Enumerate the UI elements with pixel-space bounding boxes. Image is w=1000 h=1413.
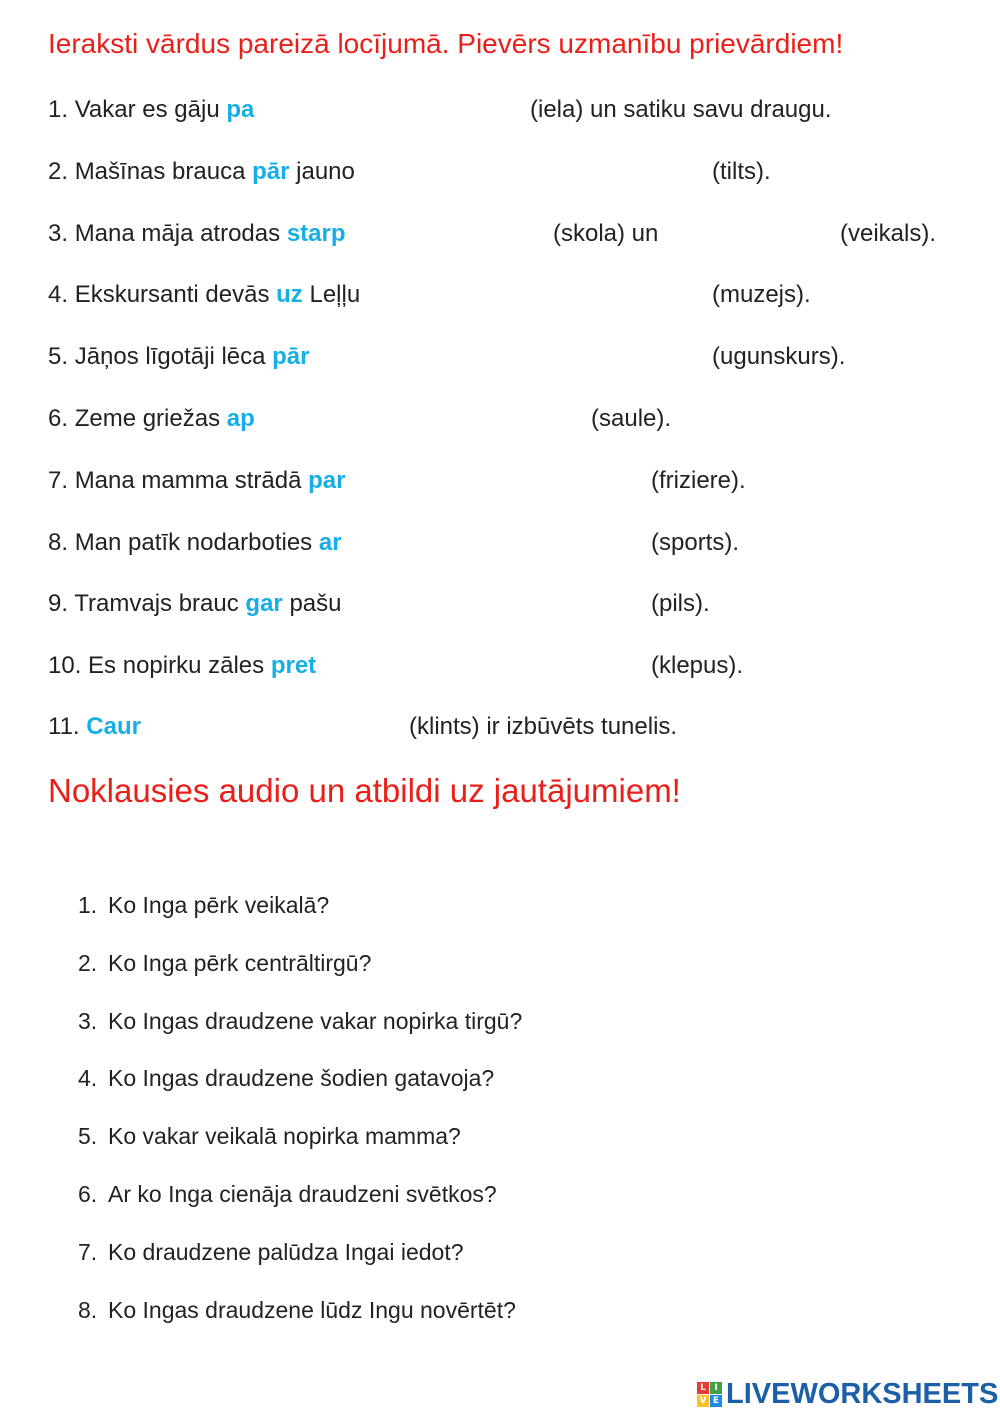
logo-cubes-icon bbox=[697, 1382, 722, 1407]
question-text: Ko Ingas draudzene vakar nopirka tirgū? bbox=[108, 1008, 523, 1034]
question-text: Ko Ingas draudzene šodien gatavoja? bbox=[108, 1065, 495, 1091]
exercise-sentence-start: 1. Vakar es gāju pa bbox=[48, 96, 255, 123]
question-number: 2. bbox=[78, 950, 98, 976]
exercise-sentence-end: (veikals). bbox=[840, 220, 937, 247]
question-text: Ko Inga pērk veikalā? bbox=[108, 892, 330, 918]
exercise-sentence-start: 2. Mašīnas brauca pār jauno bbox=[48, 158, 355, 185]
exercise-sentence-end: (muzejs). bbox=[712, 281, 811, 308]
logo-text: LIVEWORKSHEETS bbox=[726, 1377, 999, 1410]
exercise-sentence-end: (sports). bbox=[651, 529, 740, 556]
question-number: 1. bbox=[78, 892, 98, 918]
question-number: 5. bbox=[78, 1123, 98, 1149]
exercise-sentence-start: 6. Zeme griežas ap bbox=[48, 405, 255, 432]
exercise-sentence-start: 4. Ekskursanti devās uz Leļļu bbox=[48, 281, 361, 308]
liveworksheets-logo bbox=[697, 1378, 998, 1410]
exercise-sentence-end: (klepus). bbox=[651, 652, 744, 679]
exercise-sentence-end: (saule). bbox=[591, 405, 672, 432]
exercise-2-heading: Noklausies audio un atbildi uz jautājumiem! bbox=[48, 772, 681, 809]
exercise-sentence-start: 3. Mana māja atrodas starp bbox=[48, 220, 346, 247]
preposition: gar bbox=[245, 590, 283, 617]
preposition: pār bbox=[272, 343, 310, 370]
exercise-sentence-end: (klints) ir izbūvēts tunelis. bbox=[409, 713, 678, 740]
logo-cube: E bbox=[710, 1395, 722, 1407]
question-text: Ko Ingas draudzene lūdz Ingu novērtēt? bbox=[108, 1297, 516, 1323]
preposition: ar bbox=[318, 529, 342, 556]
logo-cube: V bbox=[697, 1395, 709, 1407]
question-number: 6. bbox=[78, 1181, 98, 1207]
question-text: Ar ko Inga cienāja draudzeni svētkos? bbox=[108, 1181, 497, 1207]
question-text: Ko vakar veikalā nopirka mamma? bbox=[108, 1123, 461, 1149]
question-number: 7. bbox=[78, 1239, 98, 1265]
exercise-sentence-start: 8. Man patīk nodarboties ar bbox=[48, 529, 342, 556]
preposition: ap bbox=[226, 405, 255, 432]
preposition: pret bbox=[270, 652, 317, 679]
exercise-sentence-start: 5. Jāņos līgotāji lēca pār bbox=[48, 343, 310, 370]
exercise-sentence-start: 10. Es nopirku zāles pret bbox=[48, 652, 317, 679]
exercise-sentence-end: (iela) un satiku savu draugu. bbox=[530, 96, 832, 123]
logo-cube: L bbox=[697, 1382, 709, 1394]
exercise-sentence-start: 11. Caur bbox=[48, 713, 141, 740]
preposition: uz bbox=[276, 281, 303, 308]
preposition: starp bbox=[286, 220, 346, 247]
exercise-sentence-end: (friziere). bbox=[651, 467, 746, 494]
logo-cube: I bbox=[710, 1382, 722, 1394]
question-number: 8. bbox=[78, 1297, 98, 1323]
exercise-sentence-end: (pils). bbox=[651, 590, 710, 617]
question-text: Ko Inga pērk centrāltirgū? bbox=[108, 950, 372, 976]
question-number: 3. bbox=[78, 1008, 98, 1034]
exercise-sentence-end: (tilts). bbox=[712, 158, 771, 185]
preposition: pār bbox=[252, 158, 290, 185]
exercise-sentence-end: (ugunskurs). bbox=[712, 343, 846, 370]
question-text: Ko draudzene palūdza Ingai iedot? bbox=[108, 1239, 464, 1265]
preposition: pa bbox=[226, 96, 255, 123]
preposition: par bbox=[308, 467, 346, 494]
exercise-1-heading: Ieraksti vārdus pareizā locījumā. Pievērs uzmanību prievārdiem! bbox=[48, 28, 844, 59]
exercise-sentence-start: 9. Tramvajs brauc gar pašu bbox=[48, 590, 342, 617]
exercise-sentence-middle: (skola) un bbox=[553, 220, 659, 247]
exercise-sentence-start: 7. Mana mamma strādā par bbox=[48, 467, 346, 494]
preposition: Caur bbox=[86, 713, 141, 740]
question-number: 4. bbox=[78, 1065, 98, 1091]
